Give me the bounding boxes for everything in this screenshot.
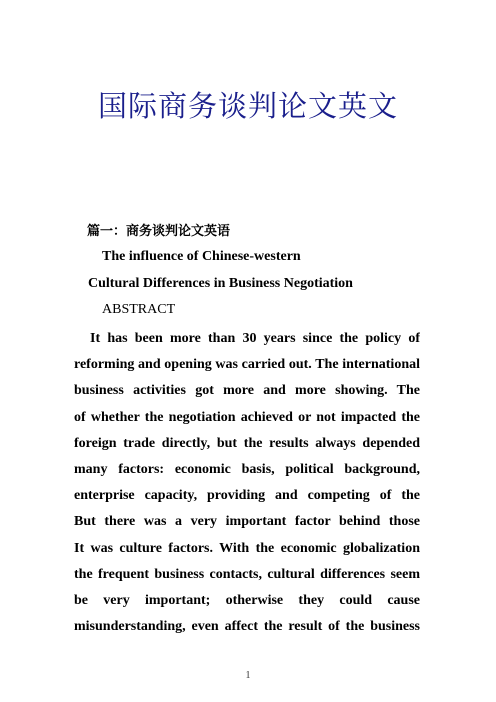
abstract-heading: ABSTRACT — [102, 302, 176, 317]
paragraph-line: business activities got more and more showing. The — [74, 383, 420, 399]
section-heading: 篇一：商务谈判论文英语 — [87, 224, 231, 239]
paragraph-line: reforming and opening was carried out. The international — [74, 357, 420, 373]
paragraph-line: enterprise capacity, providing and competing of the — [74, 488, 420, 504]
page-number: 1 — [245, 670, 251, 681]
paragraph-line: be very important; otherwise they could cause — [74, 592, 420, 608]
paragraph-line: It has been more than 30 years since the policy of — [90, 331, 420, 346]
paper-title-line-2: Cultural Differences in Business Negotiation — [88, 276, 353, 291]
paragraph-line: of whether the negotiation achieved or not impacted the — [74, 409, 420, 425]
abstract-paragraph — [74, 326, 420, 640]
paragraph-line: misunderstanding, even affect the result of the business — [74, 619, 420, 635]
paragraph-line: many factors: economic basis, political background, — [74, 461, 420, 477]
paragraph-line: foreign trade directly, but the results always depended — [74, 435, 420, 451]
paragraph-line: the frequent business contacts, cultural differences seem — [74, 566, 420, 582]
paragraph-line: But there was a very important factor behind those — [74, 514, 420, 530]
document-title: 国际商务谈判论文英文 — [97, 89, 398, 123]
paper-title-line-1: The influence of Chinese-western — [102, 249, 301, 264]
paragraph-line: It was culture factors. With the economic globalization — [74, 540, 420, 556]
